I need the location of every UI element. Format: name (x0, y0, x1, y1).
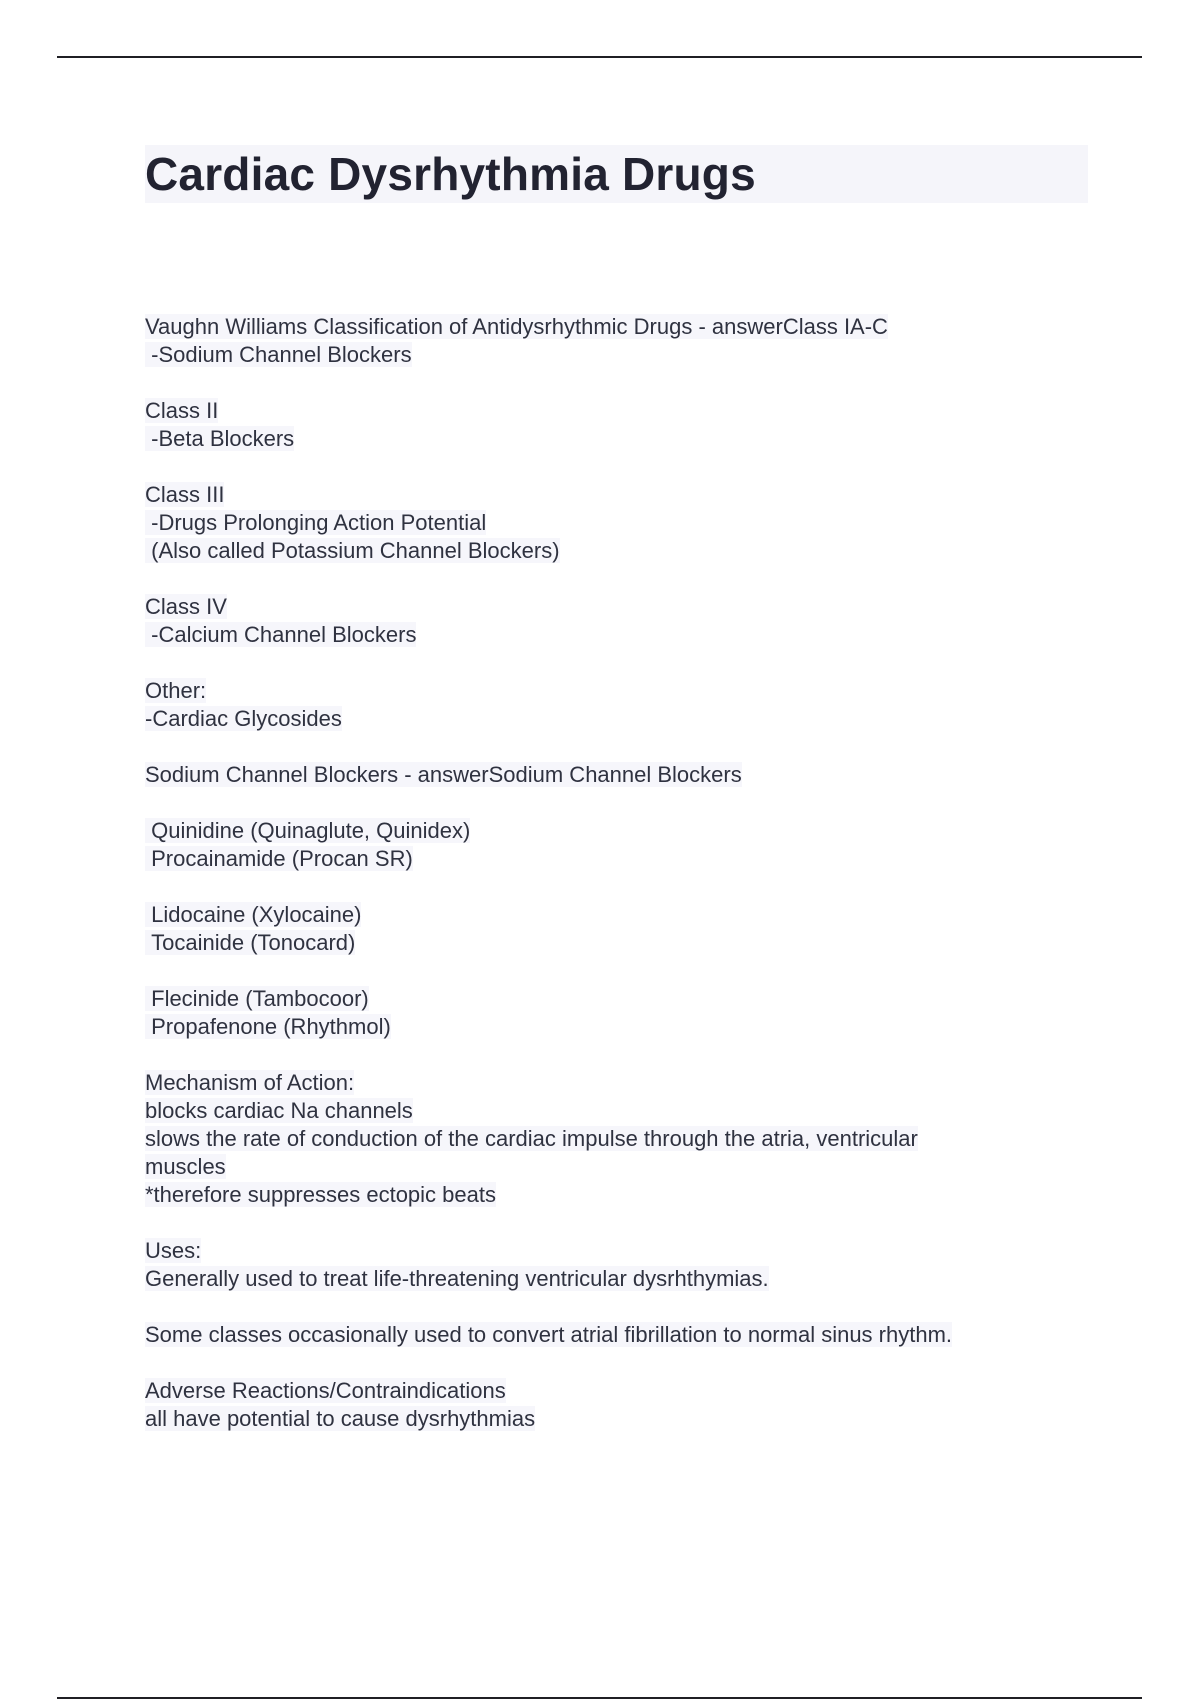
paragraph-class-ia-drugs (145, 817, 1065, 873)
paragraph-adverse-reactions (145, 1377, 1065, 1433)
text-line: -Cardiac Glycosides (145, 706, 342, 731)
text-line: muscles (145, 1154, 226, 1179)
paragraph-class-ic-drugs (145, 985, 1065, 1041)
text-line: blocks cardiac Na channels (145, 1098, 413, 1123)
text-line: Procainamide (Procan SR) (145, 846, 413, 871)
text-line: Class IV (145, 594, 227, 619)
text-line: -Calcium Channel Blockers (145, 622, 417, 647)
top-rule (57, 56, 1142, 58)
document-title: Cardiac Dysrhythmia Drugs (145, 148, 756, 200)
paragraph-class-iii (145, 481, 1065, 565)
text-line: Class III (145, 482, 225, 507)
text-line: Lidocaine (Xylocaine) (145, 902, 362, 927)
text-line: Other: (145, 678, 207, 703)
text-line: Flecinide (Tambocoor) (145, 986, 369, 1011)
text-line: Mechanism of Action: (145, 1070, 355, 1095)
text-line: -Sodium Channel Blockers (145, 342, 412, 367)
text-line: all have potential to cause dysrhythmias (145, 1406, 536, 1431)
paragraph-class-ib-drugs (145, 901, 1065, 957)
text-line: Tocainide (Tonocard) (145, 930, 356, 955)
text-line: Some classes occasionally used to convert atrial fibrillation to normal sinus rhythm. (145, 1322, 953, 1347)
text-line: Adverse Reactions/Contraindications (145, 1378, 506, 1403)
paragraph-sodium-channel-blockers (145, 761, 1065, 789)
text-line: Class II (145, 398, 219, 423)
paragraph-other (145, 677, 1065, 733)
paragraph-uses (145, 1237, 1065, 1293)
text-line: Sodium Channel Blockers - answerSodium Channel Blockers (145, 762, 742, 787)
paragraph-class-ii (145, 397, 1065, 453)
text-line: *therefore suppresses ectopic beats (145, 1182, 496, 1207)
text-line: -Drugs Prolonging Action Potential (145, 510, 487, 535)
text-line: Generally used to treat life-threatening ventricular dysrhthymias. (145, 1266, 769, 1291)
bottom-rule (57, 1697, 1142, 1699)
text-line: Quinidine (Quinaglute, Quinidex) (145, 818, 471, 843)
text-line: Propafenone (Rhythmol) (145, 1014, 391, 1039)
paragraph-class-iv (145, 593, 1065, 649)
text-line: (Also called Potassium Channel Blockers) (145, 538, 560, 563)
text-line: -Beta Blockers (145, 426, 295, 451)
text-line: Vaughn Williams Classification of Antidysrhythmic Drugs - answerClass IA-C (145, 314, 888, 339)
paragraph-classification (145, 313, 1065, 369)
text-line: slows the rate of conduction of the cardiac impulse through the atria, ventricular (145, 1126, 918, 1151)
document-body (145, 313, 1065, 1461)
paragraph-atrial-fibrillation (145, 1321, 1065, 1349)
text-line: Uses: (145, 1238, 202, 1263)
paragraph-mechanism (145, 1069, 1065, 1209)
